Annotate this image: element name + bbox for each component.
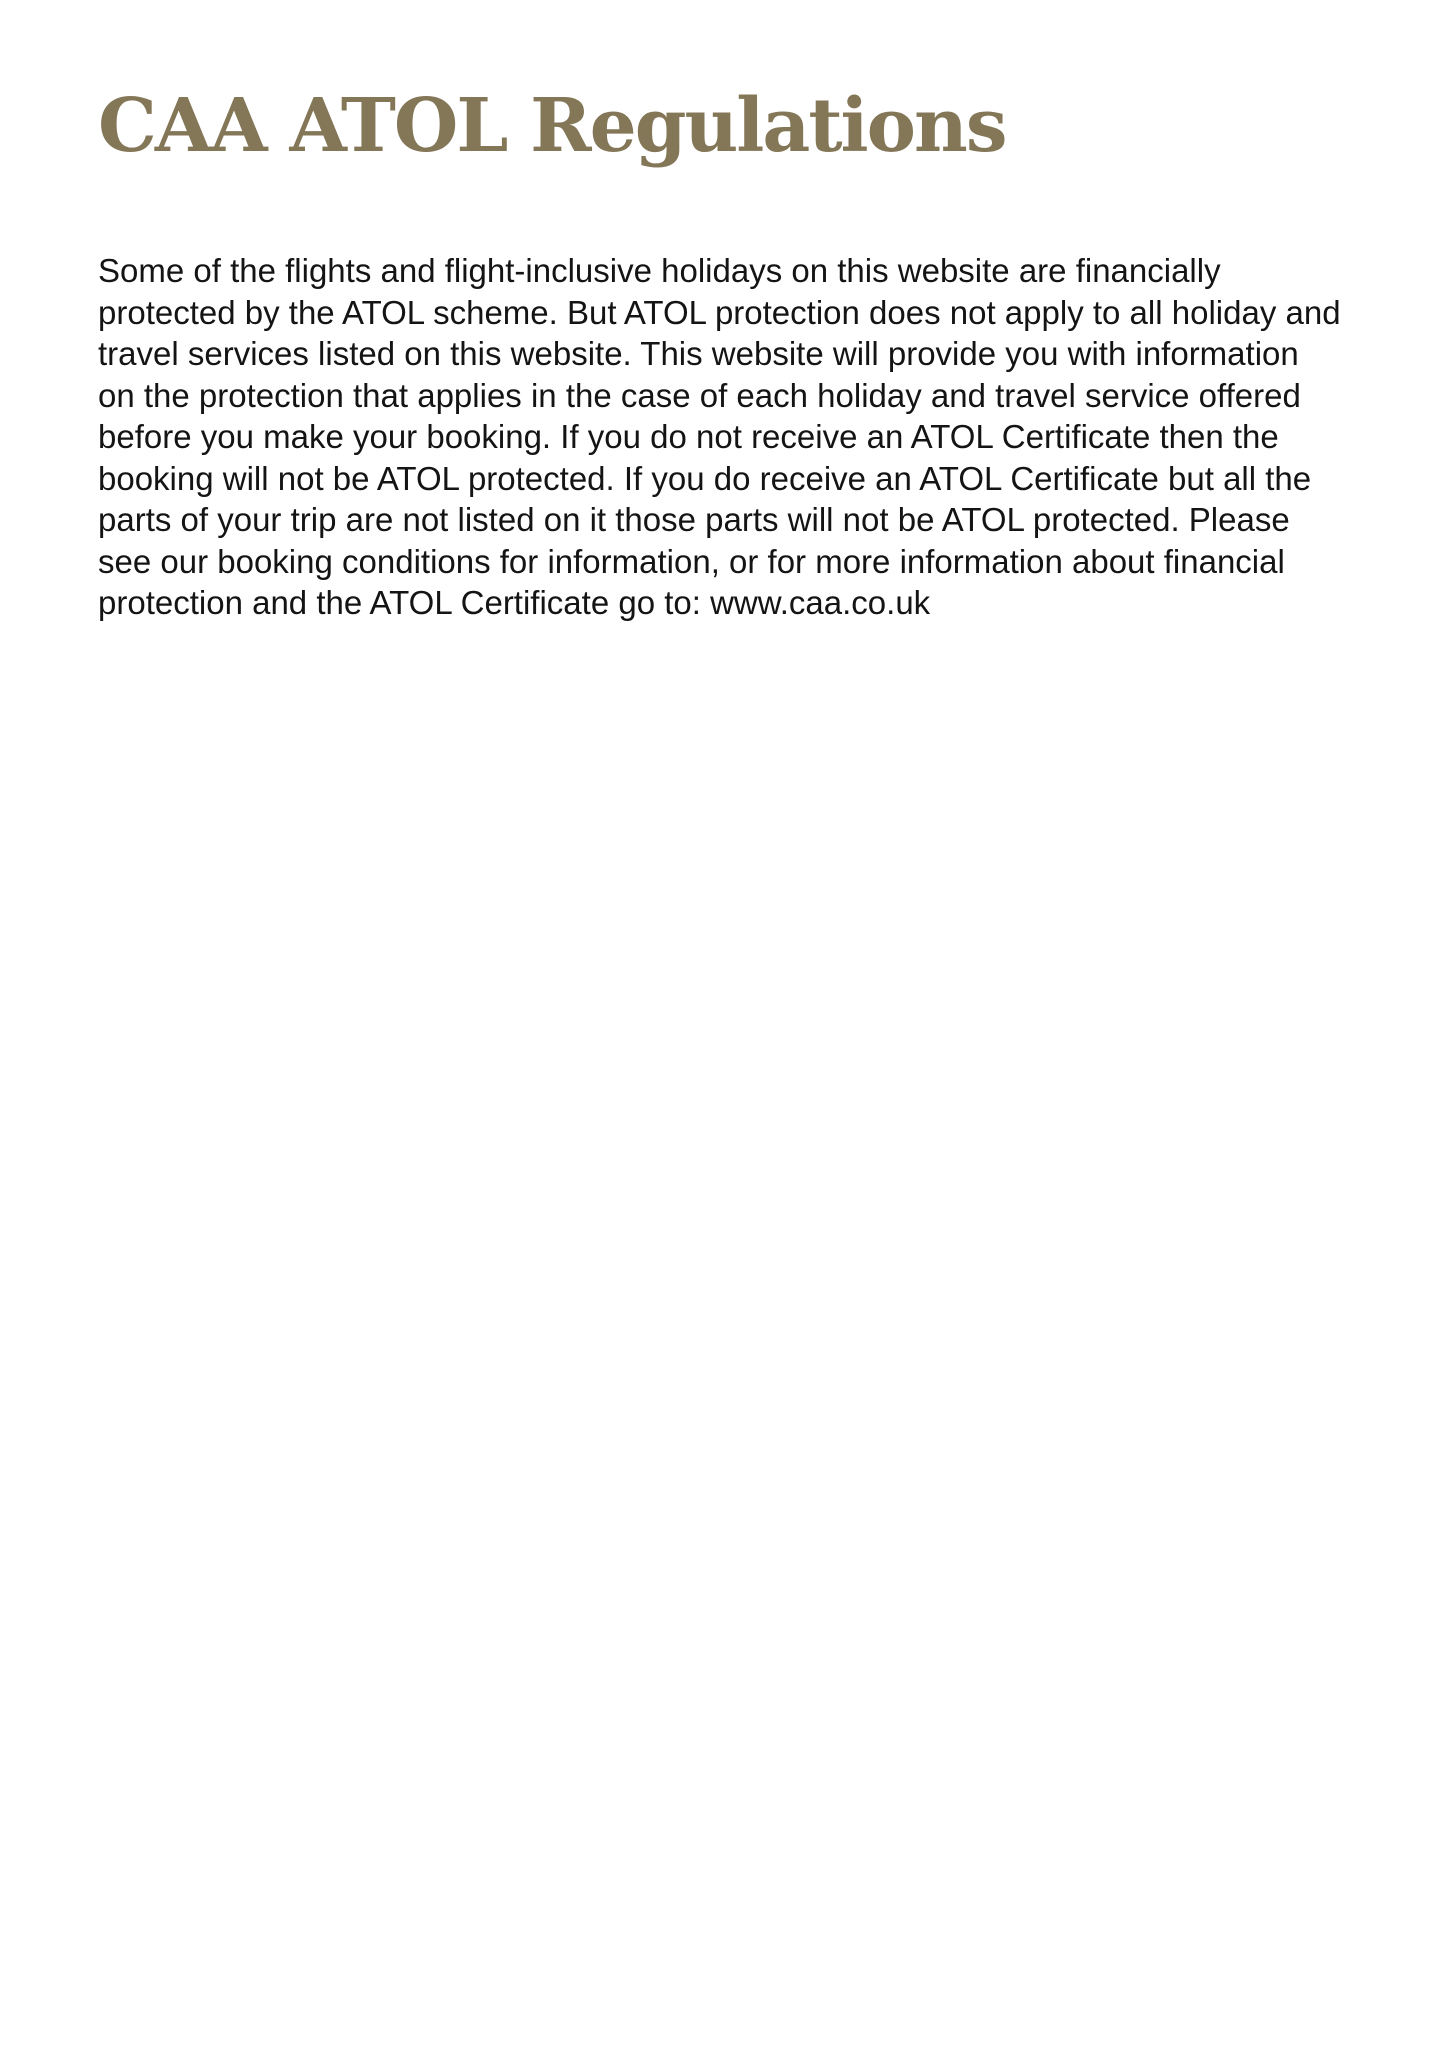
page-title: CAA ATOL Regulations	[98, 83, 1006, 169]
atol-body-paragraph: Some of the flights and flight-inclusive holidays on this website are financially protected by the ATOL scheme. But ATOL protection does not apply to all holiday and travel services listed on this website. This website will provide you with information on the protection that applies in the case of each holiday and travel service offered before you make your booking. If you do not receive an ATOL Certificate then the booking will not be ATOL protected. If you do receive an ATOL Certificate but all the parts of your trip are not listed on it those parts will not be ATOL protected. Please see our booking conditions for information, or for more information about financial protection and the ATOL Certificate go to: www.caa.co.uk	[98, 252, 1341, 621]
